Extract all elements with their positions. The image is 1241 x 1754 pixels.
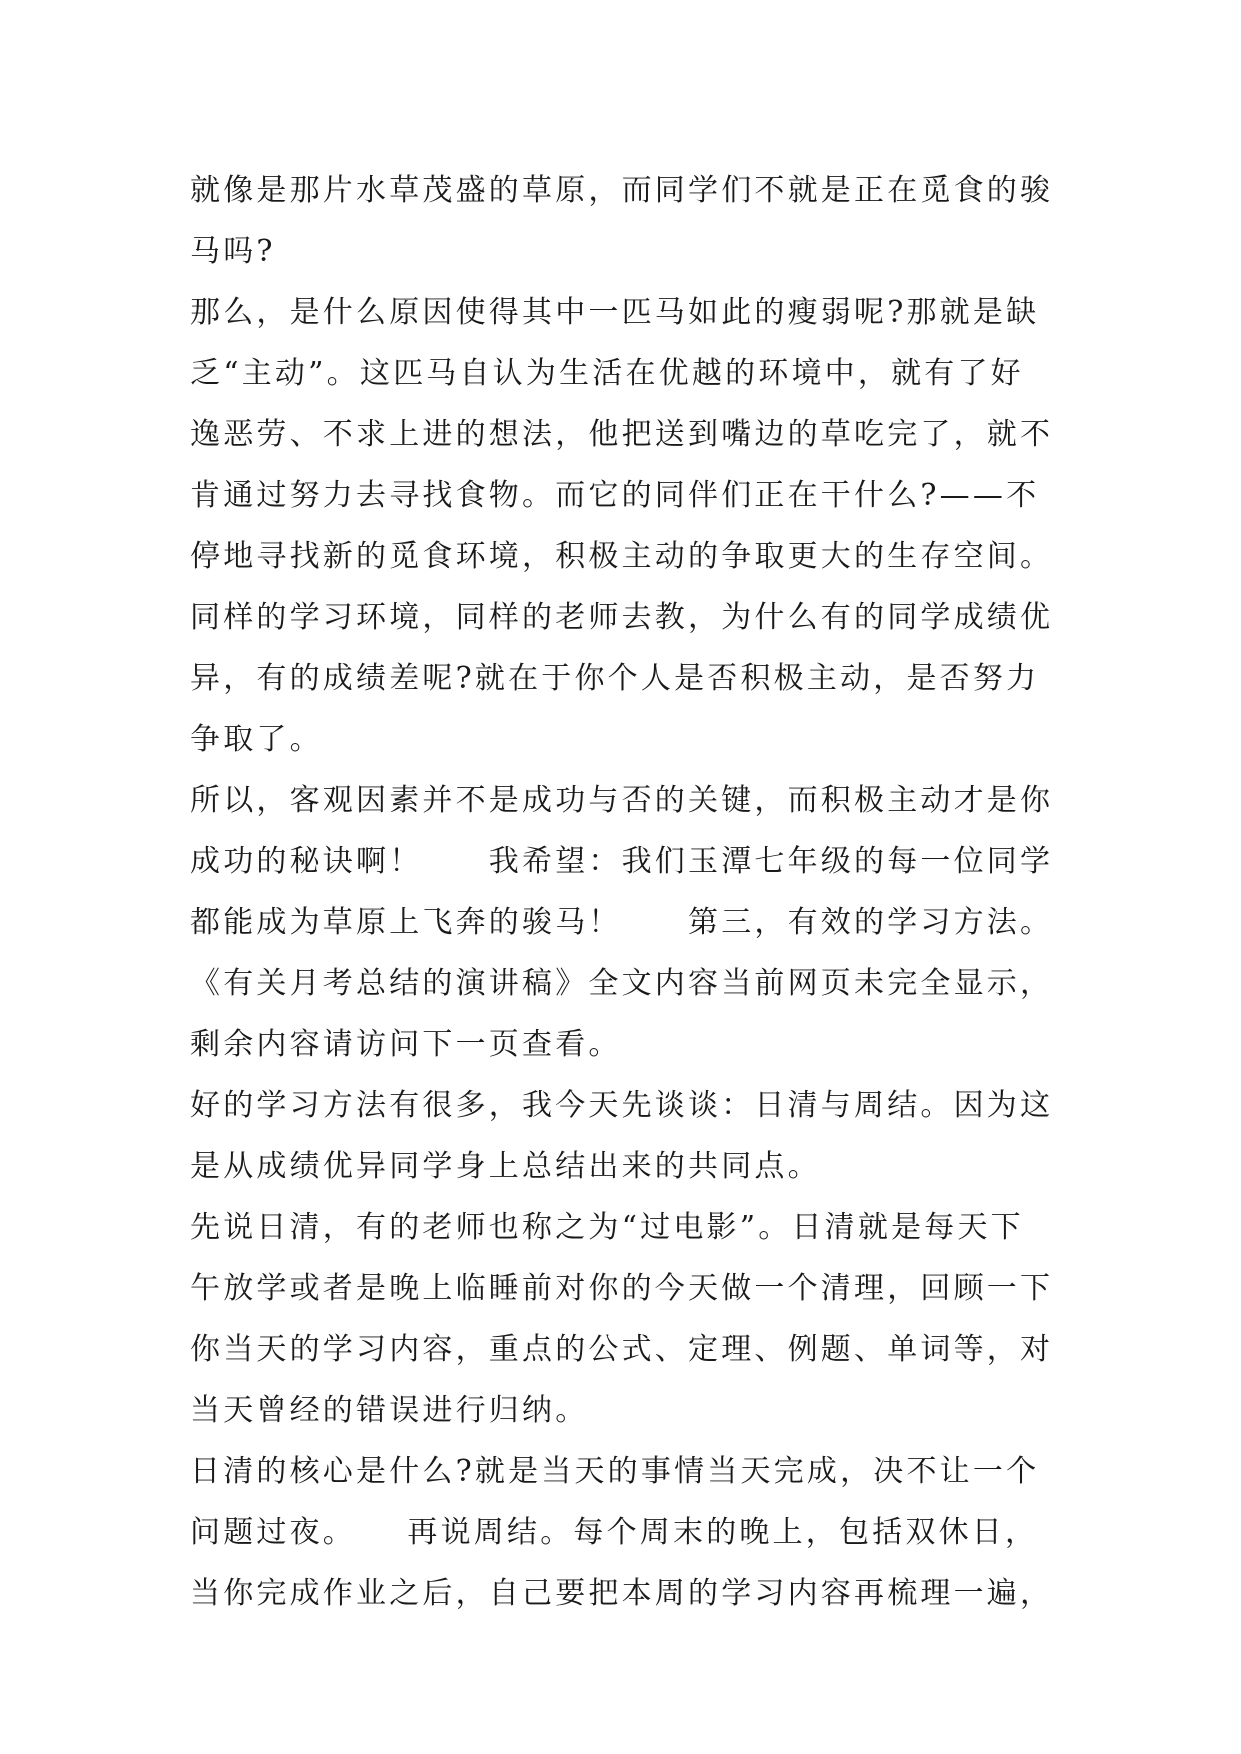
text-line: 《有关月考总结的演讲稿》全文内容当前网页未完全显示， [190, 966, 1054, 1001]
text-line: 那么，是什么原因使得其中一匹马如此的瘦弱呢?那就是缺 [190, 295, 1040, 330]
text-line: 争取了。 [190, 722, 323, 757]
text-line: 日清的核心是什么?就是当天的事情当天完成，决不让一个 [190, 1454, 1040, 1489]
text-line: 乏“主动”。这匹马自认为生活在优越的环境中，就有了好 [190, 356, 1024, 391]
text-line: 肯通过努力去寻找食物。而它的同伴们正在干什么?——不 [190, 478, 1040, 513]
text-line: 所以，客观因素并不是成功与否的关键，而积极主动才是你 [190, 783, 1054, 818]
text-line: 当天曾经的错误进行归纳。 [190, 1393, 589, 1428]
text-line: 是从成绩优异同学身上总结出来的共同点。 [190, 1149, 821, 1184]
text-line: 当你完成作业之后，自己要把本周的学习内容再梳理一遍， [190, 1576, 1054, 1611]
text-line: 好的学习方法有很多，我今天先谈谈：日清与周结。因为这 [190, 1088, 1054, 1123]
text-line: 同样的学习环境，同样的老师去教，为什么有的同学成绩优 [190, 600, 1054, 635]
text-line: 都能成为草原上飞奔的骏马！ 第三，有效的学习方法。 [190, 905, 1054, 940]
text-line: 就像是那片水草茂盛的草原，而同学们不就是正在觅食的骏 [190, 173, 1054, 208]
text-line: 剩余内容请访问下一页查看。 [190, 1027, 622, 1062]
text-line: 逸恶劳、不求上进的想法，他把送到嘴边的草吃完了，就不 [190, 417, 1054, 452]
text-line: 你当天的学习内容，重点的公式、定理、例题、单词等，对 [190, 1332, 1054, 1367]
text-line: 马吗? [190, 234, 276, 269]
text-line: 停地寻找新的觅食环境，积极主动的争取更大的生存空间。 [190, 539, 1054, 574]
body-text [190, 160, 1070, 1624]
text-line: 成功的秘诀啊！ 我希望：我们玉潭七年级的每一位同学 [190, 844, 1054, 879]
text-line: 问题过夜。 再说周结。每个周末的晚上，包括双休日， [190, 1515, 1039, 1550]
text-line: 午放学或者是晚上临睡前对你的今天做一个清理，回顾一下 [190, 1271, 1054, 1306]
text-line: 先说日清，有的老师也称之为“过电影”。日清就是每天下 [190, 1210, 1024, 1245]
text-line: 异，有的成绩差呢?就在于你个人是否积极主动，是否努力 [190, 661, 1040, 696]
